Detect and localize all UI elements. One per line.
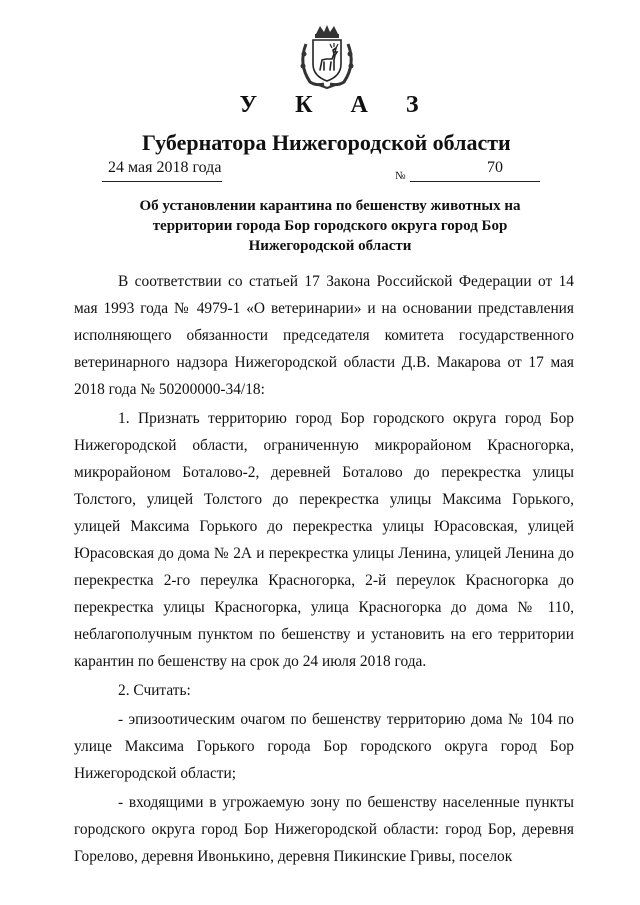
number-underline: [410, 181, 540, 182]
document-number: 70: [487, 159, 503, 176]
date-underline: [102, 181, 222, 182]
document-date: 24 мая 2018 года: [108, 159, 222, 176]
paragraph-outbreak: - эпизоотическим очагом по бешенству территорию дома № 104 по улице Максима Горького города Бор городского округа город Бор Нижегородской области;: [74, 711, 574, 782]
heading-line: территории города Бор городского округа город Бор: [152, 218, 508, 234]
document-subtitle: Губернатора Нижегородской области: [142, 130, 511, 155]
paragraph-item-1: 1. Признать территорию город Бор городского округа город Бор Нижегородской области, ограниченную микрорайоном Красногорка, микрорайоном Боталово-2, деревней Боталово до перекрестка улицы Толстого, улицей Толстого до перекрестка улицы Максима Горького, улицей Максима Горького до перекрестка улицы Юрасовская, улицей Юрасовская до дома № 2А и перекрестка улицы Ленина, улицей Ленина до перекрестка 2-го переулка Красногорка, 2-й переулок Красногорка до перекрестка улицы Красногорка, улица Красногорка до дома № 110, неблагополучным пунктом по бешенству и установить на его территории карантин по бешенству на срок до 24 июля 2018 года.: [74, 410, 574, 670]
paragraph-threat-zone: - входящими в угрожаемую зону по бешенству населенные пункты городского округа город Бор Нижегородской области: город Бор, деревня Горелово, деревня Ивонькино, деревня Пикинские Гривы, поселок: [74, 794, 574, 865]
coat-of-arms-icon: [296, 24, 358, 90]
number-sign: №: [395, 170, 406, 182]
document-body: [74, 268, 574, 870]
document-heading: [110, 196, 550, 256]
paragraph-item-2: 2. Считать:: [118, 682, 191, 699]
heading-line: Нижегородской области: [248, 238, 412, 254]
document-title: У К А З: [239, 92, 435, 118]
heading-line: Об установлении карантина по бешенству животных на: [139, 198, 521, 214]
paragraph-preamble: В соответствии со статьей 17 Закона Российской Федерации от 14 мая 1993 года № 4979-1 «О ветеринарии» и на основании представления исполняющего обязанности председателя комитета государственного ветеринарного надзора Нижегородской области Д.В. Макарова от 17 мая 2018 года № 50200000-34/18:: [74, 273, 574, 398]
